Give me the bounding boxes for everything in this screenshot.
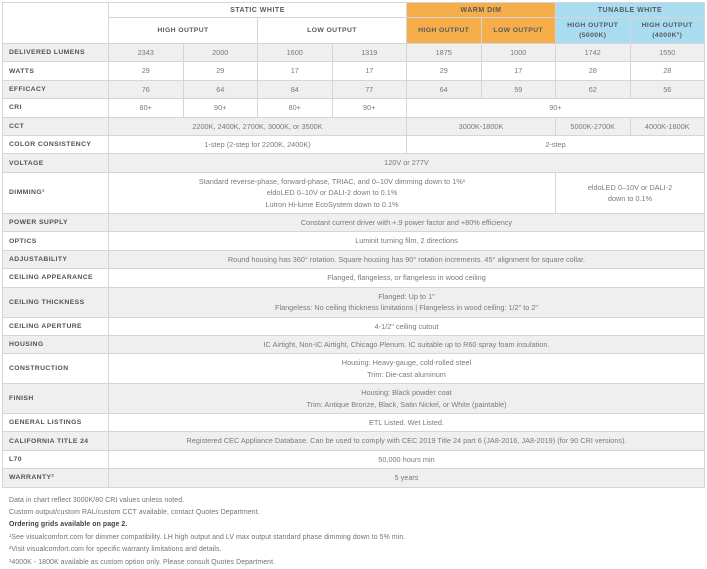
row-label: CEILING APPEARANCE <box>3 269 109 287</box>
spec-value-cell: 4000K-1800K <box>630 117 705 135</box>
spec-value-cell: 17 <box>258 62 333 80</box>
spec-value-cell: 90+ <box>332 99 407 117</box>
row-label: CEILING APERTURE <box>3 317 109 335</box>
table-row <box>3 80 705 98</box>
spec-value-cell: 17 <box>481 62 556 80</box>
footnote-line: ²Visit visualcomfort.com for specific warranty limitations and details. <box>9 546 222 554</box>
spec-value-cell: 28 <box>630 62 705 80</box>
spec-value-cell: Constant current driver with +.9 power factor and +80% efficiency <box>109 214 705 232</box>
spec-value-cell: 28 <box>556 62 631 80</box>
footnote-line: ¹See visualcomfort.com for dimmer compatibility. LH high output and LV max output standard phase dimming down to 5% min. <box>9 533 406 541</box>
spec-value-cell: Standard reverse-phase, forward-phase, TRIAC, and 0–10V dimming down to 1%¹ eldoLED 0–10V or DALI-2 down to 0.1% Lutron Hi-lume EcoSystem down to 0.1% <box>109 172 556 213</box>
row-label: OPTICS <box>3 232 109 250</box>
spec-value-cell: 2200K, 2400K, 2700K, 3000K, or 3500K <box>109 117 407 135</box>
table-row <box>3 450 705 468</box>
row-label: POWER SUPPLY <box>3 214 109 232</box>
spec-value-cell: 64 <box>183 80 258 98</box>
table-row <box>3 317 705 335</box>
row-label: L70 <box>3 450 109 468</box>
table-row <box>3 269 705 287</box>
spec-value-cell: 3000K-1800K <box>407 117 556 135</box>
row-label: FINISH <box>3 384 109 414</box>
spec-value-cell: 5 years <box>109 469 705 487</box>
table-row <box>3 154 705 172</box>
spec-value-cell: 62 <box>556 80 631 98</box>
spec-value-cell: 80+ <box>258 99 333 117</box>
footnotes <box>2 488 705 569</box>
table-row <box>3 232 705 250</box>
spec-value-cell: 80+ <box>109 99 184 117</box>
table-row <box>3 62 705 80</box>
row-label: HOUSING <box>3 335 109 353</box>
spec-value-cell: 5000K-2700K <box>556 117 631 135</box>
footnote-line: Custom output/custom RAL/custom CCT available, contact Quotes Department. <box>9 508 260 516</box>
spec-value-cell: 1-step (2-step for 2200K, 2400K) <box>109 136 407 154</box>
row-label: CRI <box>3 99 109 117</box>
spec-value-cell: 2343 <box>109 44 184 62</box>
spec-value-cell: Housing: Heavy-gauge, cold-rolled steel Trim: Die-cast aluminum <box>109 354 705 384</box>
spec-value-cell: ETL Listed. Wet Listed. <box>109 413 705 431</box>
spec-value-cell: Luminit turning film, 2 directions <box>109 232 705 250</box>
row-label: VOLTAGE <box>3 154 109 172</box>
column-header: LOW OUTPUT <box>258 18 407 44</box>
table-row <box>3 117 705 135</box>
spec-value-cell: Flanged: Up to 1" Flangeless: No ceiling thickness limitations | Flangeless in wood ceiling: 1/2" to 2" <box>109 287 705 317</box>
spec-value-cell: Registered CEC Appliance Database. Can be used to comply with CEC 2019 Title 24 part 6 (JA8-2016, JA8-2019) (for 90 CRI versions). <box>109 432 705 450</box>
table-corner-cell <box>3 3 109 44</box>
spec-value-cell: 56 <box>630 80 705 98</box>
spec-value-cell: 1600 <box>258 44 333 62</box>
spec-value-cell: 1550 <box>630 44 705 62</box>
row-label: WARRANTY² <box>3 469 109 487</box>
spec-value-cell: IC Airtight, Non-IC Airtight, Chicago Plenum. IC suitable up to R60 spray foam insulation. <box>109 335 705 353</box>
spec-value-cell: 90+ <box>183 99 258 117</box>
column-group-header: WARM DIM <box>407 3 556 18</box>
spec-value-cell: Round housing has 360° rotation. Square housing has 90° rotation increments. 45° alignment for square collar. <box>109 250 705 268</box>
row-label: CALIFORNIA TITLE 24 <box>3 432 109 450</box>
table-row <box>3 99 705 117</box>
spec-value-cell: 120V or 277V <box>109 154 705 172</box>
footnote-line: Data in chart reflect 3000K/80 CRI values unless noted. <box>9 496 185 504</box>
row-label: CCT <box>3 117 109 135</box>
column-header: HIGH OUTPUT <box>109 18 258 44</box>
row-label: DIMMING¹ <box>3 172 109 213</box>
row-label: EFFICACY <box>3 80 109 98</box>
spec-value-cell: 59 <box>481 80 556 98</box>
spec-value-cell: 1000 <box>481 44 556 62</box>
row-label: CONSTRUCTION <box>3 354 109 384</box>
table-row <box>3 335 705 353</box>
spec-value-cell: Housing: Black powder coat Trim: Antique Bronze, Black, Satin Nickel, or White (paintable) <box>109 384 705 414</box>
spec-value-cell: eldoLED 0–10V or DALI-2 down to 0.1% <box>556 172 705 213</box>
table-row <box>3 287 705 317</box>
row-label: COLOR CONSISTENCY <box>3 136 109 154</box>
spec-value-cell: 77 <box>332 80 407 98</box>
spec-value-cell: 17 <box>332 62 407 80</box>
table-row <box>3 250 705 268</box>
column-header: LOW OUTPUT <box>481 18 556 44</box>
table-row <box>3 136 705 154</box>
spec-value-cell: Flanged, flangeless, or flangeless in wood ceiling <box>109 269 705 287</box>
spec-value-cell: 2-step <box>407 136 705 154</box>
row-label: WATTS <box>3 62 109 80</box>
table-row <box>3 214 705 232</box>
spec-value-cell: 2000 <box>183 44 258 62</box>
column-header: HIGH OUTPUT <box>407 18 482 44</box>
footnote-line: ³4000K - 1800K available as custom option only. Please consult Quotes Department. <box>9 558 276 566</box>
table-row <box>3 384 705 414</box>
spec-value-cell: 29 <box>109 62 184 80</box>
header-group-row <box>3 3 705 18</box>
spec-value-cell: 1742 <box>556 44 631 62</box>
header-subcolumn-row <box>3 18 705 44</box>
table-row <box>3 172 705 213</box>
table-row <box>3 469 705 487</box>
spec-value-cell: 76 <box>109 80 184 98</box>
spec-value-cell: 64 <box>407 80 482 98</box>
spec-table-body <box>3 44 705 488</box>
spec-table-head <box>3 3 705 44</box>
table-row <box>3 432 705 450</box>
spec-value-cell: 90+ <box>407 99 705 117</box>
spec-value-cell: 1319 <box>332 44 407 62</box>
table-row <box>3 413 705 431</box>
spec-value-cell: 29 <box>183 62 258 80</box>
spec-value-cell: 1875 <box>407 44 482 62</box>
footnote-line: Ordering grids available on page 2. <box>9 521 128 529</box>
column-header: HIGH OUTPUT (5000K) <box>556 18 631 44</box>
row-label: DELIVERED LUMENS <box>3 44 109 62</box>
row-label: ADJUSTABILITY <box>3 250 109 268</box>
table-row <box>3 44 705 62</box>
row-label: GENERAL LISTINGS <box>3 413 109 431</box>
spec-value-cell: 84 <box>258 80 333 98</box>
column-header: HIGH OUTPUT (4000K³) <box>630 18 705 44</box>
spec-value-cell: 50,000 hours min <box>109 450 705 468</box>
column-group-header: STATIC WHITE <box>109 3 407 18</box>
spec-table <box>2 2 705 488</box>
table-row <box>3 354 705 384</box>
column-group-header: TUNABLE WHITE <box>556 3 705 18</box>
spec-value-cell: 4-1/2" ceiling cutout <box>109 317 705 335</box>
spec-value-cell: 29 <box>407 62 482 80</box>
row-label: CEILING THICKNESS <box>3 287 109 317</box>
